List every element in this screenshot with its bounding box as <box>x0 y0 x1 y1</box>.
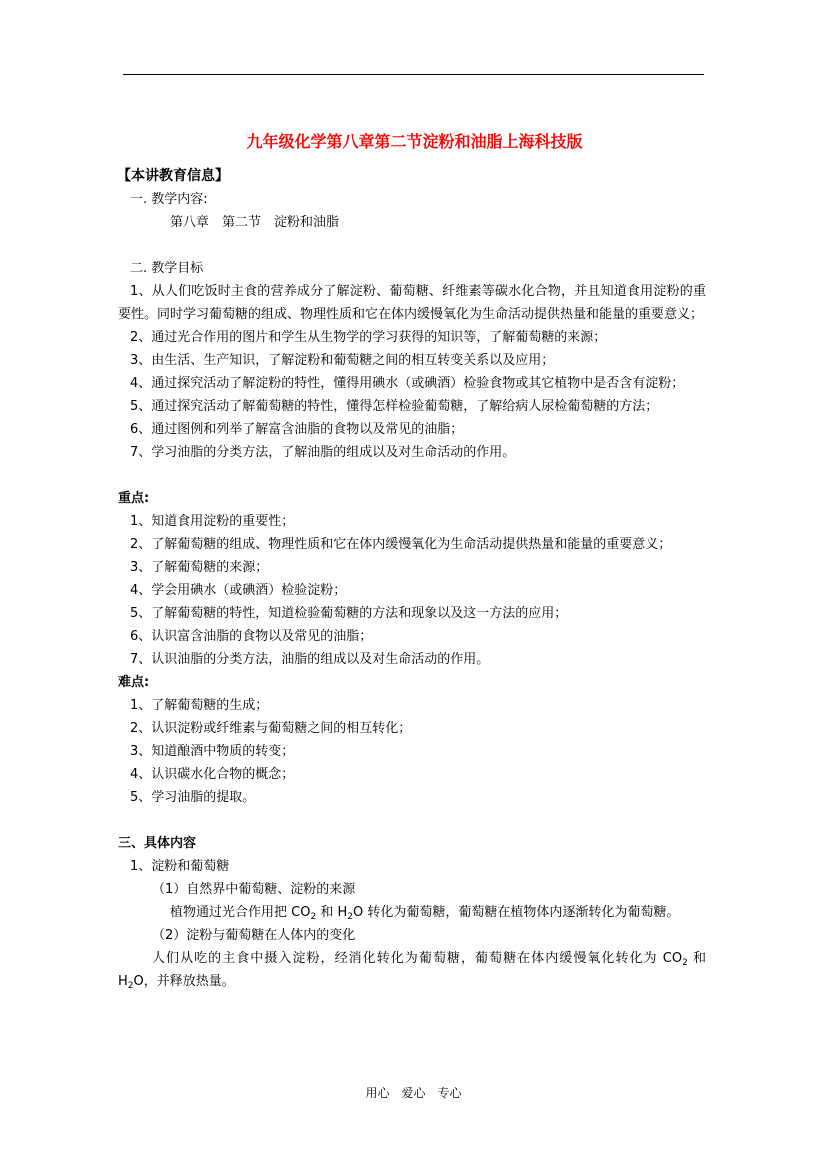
difficult-point-item: 5、学习油脂的提取。 <box>130 790 256 805</box>
key-point-item: 3、了解葡萄糖的来源； <box>130 560 269 575</box>
section3-heading: 三、具体内容 <box>118 836 197 851</box>
section3-sub1-2: （2）淀粉与葡萄糖在人体内的变化 <box>152 928 356 943</box>
spacer <box>118 464 706 487</box>
section3-paragraph-1 <box>118 901 706 924</box>
key-point-item: 1、知道食用淀粉的重要性； <box>130 514 295 529</box>
section3-sub1-1: （1）自然界中葡萄糖、淀粉的来源 <box>152 882 356 897</box>
objective-item: 1、从人们吃饭时主食的营养成分了解淀粉、葡萄糖、纤维素等碳水化合物，并且知道食用淀粉的重要性。同时学习葡萄糖的组成、物理性质和它在体内缓慢氧化为生命活动提供热量和能量的重要意义； <box>118 284 706 322</box>
para1-text-b: 和 H <box>316 905 348 920</box>
document-title: 九年级化学第八章第二节淀粉和油脂上海科技版 <box>246 132 583 151</box>
difficult-points-heading: 难点: <box>118 675 150 690</box>
objective-item: 5、通过探究活动了解葡萄糖的特性，懂得怎样检验葡萄糖，了解给病人尿检葡萄糖的方法； <box>130 399 659 414</box>
document-body <box>118 128 706 993</box>
para2-text-c: O，并释放热量。 <box>133 974 235 989</box>
subscript-2: 2 <box>127 981 134 991</box>
difficult-point-item: 3、知道酿酒中物质的转变； <box>130 744 295 759</box>
subscript-2: 2 <box>310 912 317 922</box>
key-point-item: 5、了解葡萄糖的特性，知道检验葡萄糖的方法和现象以及这一方法的应用； <box>130 606 568 621</box>
objective-item: 7、学习油脂的分类方法，了解油脂的组成以及对生命活动的作用。 <box>130 445 516 460</box>
key-point-item: 2、了解葡萄糖的组成、物理性质和它在体内缓慢氧化为生命活动提供热量和能量的重要意义； <box>130 537 672 552</box>
difficult-point-item: 4、认识碳水化合物的概念； <box>130 767 295 782</box>
info-header: 【本讲教育信息】 <box>117 168 229 184</box>
key-point-item: 6、认识富含油脂的食物以及常见的油脂； <box>130 629 373 644</box>
subscript-2: 2 <box>347 912 353 922</box>
para2-text-a: 人们从吃的主食中摄入淀粉，经消化转化为葡萄糖，葡萄糖在体内缓慢氧化转化为 CO <box>152 951 683 966</box>
key-point-item: 7、认识油脂的分类方法，油脂的组成以及对生命活动的作用。 <box>130 652 490 667</box>
difficult-point-item: 2、认识淀粉或纤维素与葡萄糖之间的相互转化； <box>130 721 412 736</box>
key-points-heading: 重点: <box>118 491 150 506</box>
spacer <box>118 234 706 257</box>
objective-item: 2、通过光合作用的图片和学生从生物学的学习获得的知识等，了解葡萄糖的来源； <box>130 330 607 345</box>
objective-item: 3、由生活、生产知识，了解淀粉和葡萄糖之间的相互转变关系以及应用； <box>130 353 555 368</box>
objective-item: 4、通过探究活动了解淀粉的特性，懂得用碘水（或碘酒）检验食物或其它植物中是否含有淀粉； <box>130 376 685 391</box>
spacer <box>118 809 706 832</box>
header-rule <box>123 74 704 75</box>
objective-item: 6、通过图例和列举了解富含油脂的食物以及常见的油脂； <box>130 422 464 437</box>
section2-heading: 二. 教学目标 <box>130 261 204 276</box>
difficult-point-item: 1、了解葡萄糖的生成； <box>130 698 269 713</box>
key-point-item: 4、学会用碘水（或碘酒）检验淀粉； <box>130 583 347 598</box>
para1-text-c: O 转化为葡萄糖，葡萄糖在植物体内逐渐转化为葡萄糖。 <box>352 905 680 920</box>
section1-content: 第八章 第二节 淀粉和油脂 <box>170 215 340 230</box>
para1-text-a: 植物通过光合作用把 CO <box>170 905 311 920</box>
subscript-2: 2 <box>682 958 688 968</box>
para2-text-b: 和 H <box>118 951 706 989</box>
section3-paragraph-2 <box>118 947 706 993</box>
page-footer: 用心 爱心 专心 <box>365 1086 462 1100</box>
section3-sub1: 1、淀粉和葡萄糖 <box>130 859 230 874</box>
section1-heading: 一. 教学内容: <box>130 192 208 207</box>
